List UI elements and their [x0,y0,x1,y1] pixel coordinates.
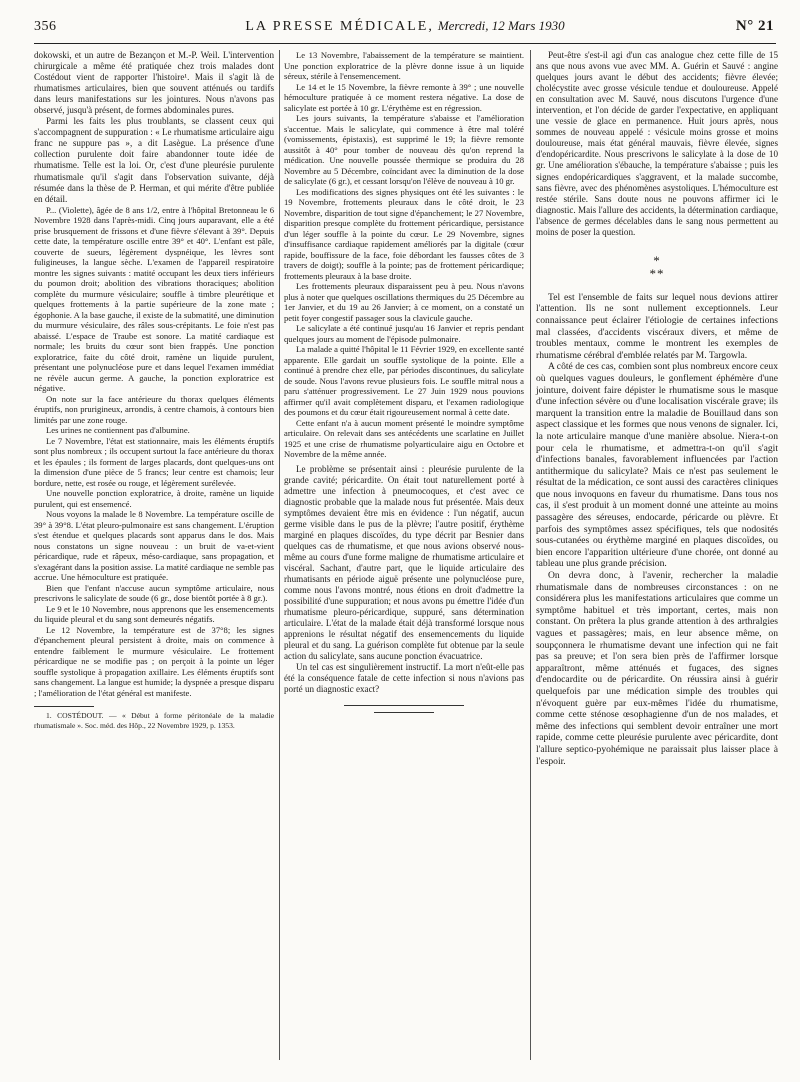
running-title [34,18,776,35]
issue-date: Mercredi, 12 Mars 1930 [437,18,565,33]
case-report-paragraph: Bien que l'enfant n'accuse aucun symptôme articulaire, nous prescrivons le salicylate de soude (6 gr., dose bientôt portée à 8 gr.). [34,582,274,604]
case-report-paragraph: Le 9 et le 10 Novembre, nous apprenons que les ensemencements du liquide pleural et du sang sont demeurés négatifs. [34,603,274,625]
asterism: * ** [649,252,665,281]
case-report-paragraph: Une nouvelle ponction exploratrice, à droite, ramène un liquide purulent, qui est ensemencé. [34,488,274,509]
paragraph: Parmi les faits les plus troublants, se classent ceux qui s'accompagnent de suppuration : « Le rhumatisme articulaire aigu franc ne suppure pas », a dit Lasègue. La présence d'une collection purulente doit faire abandonner toute idée de rhumatisme. Telle est la loi. Or, c'est d'une pleurésie purulente rhumatismale qu'il s'agit dans l'observation suivante, déjà résumée dans la thèse de P. Herman, et qui mérite d'être publiée en détail. [34,116,274,204]
column-3 [536,50,778,1070]
case-report-paragraph: Nous voyons la malade le 8 Novembre. La température oscille de 39° à 39°8. L'état pleuro-pulmonaire est sans changement. L'éruption s'est étendue et quelques placards sont apparus dans le dos. Mais nous constatons un signe nouveau : un bruit de va-et-vient péricardique, rude et râpeux, méso-cardiaque, sans propagation, et s'exagérant dans la position assise. La matité cardiaque ne semble pas accrue. Une hémoculture est pratiquée. [34,509,274,583]
footnote: 1. COSTÉDOUT. — « Début à forme péritonéale de la maladie rhumatismale ». Soc. méd. des Hôp., 22 Novembre 1929, p. 1353. [34,711,274,730]
column-divider-left [279,50,280,1060]
case-report-paragraph: Le 12 Novembre, la température est de 37°8; les signes d'épanchement pleural persistent à droite, mais on commence à entendre faiblement le murmure vésiculaire. Le frottement péricardique ne se modifie pas ; on perçoit à la pointe un léger souffle systolique à propagation axillaire. Les éléments éruptifs sont sans changement. La langue est humide; la dyspnée a presque disparu ; l'amélioration de l'état général est manifeste. [34,624,274,698]
paragraph: A côté de ces cas, combien sont plus nombreux encore ceux où quelques vagues douleurs, le gonflement éphémère d'une jointure, doivent faire dépister le rhumatisme sous le masque d'une infection sévère ou d'une localisation viscérale grave; ils marquent la transition entre la maladie de Bouillaud dans son aspect classique et les formes que nous venons de signaler. Ici, la note articulaire manque d'une manière absolue. Niera-t-on pour cela le rhumatisme, et admettra-t-on qu'il s'agit d'infections banales, favorablement influencées par l'action antithermique du salicylate? Mais ce n'est pas seulement le résultat de la médication, ce sont aussi des caractères cliniques que nous invoquons en faveur du rhumatisme. Dans tous nos cas, il s'est produit à un moment donné une atteinte au moins passagère des séreuses, endocarde, péricarde ou plèvre. Et parfois des symptômes assez spécifiques, tels que nodosités sous-cutanées ou érythème marginé en plaques discoïdes, ou bien encore l'apparition ultérieure d'une chorée, ont donné au tableau une plus grande précision. [536,361,778,570]
case-report-paragraph: Le salicylate a été continué jusqu'au 16 Janvier et repris pendant quelques jours au moment de l'épisode pulmonaire. [284,323,524,344]
case-report-paragraph: Le 13 Novembre, l'abaissement de la température se maintient. Une ponction exploratrice de la plèvre donne issue à un liquide séreux, stérile à l'ensemencement. [284,50,524,81]
case-report-paragraph: Le 7 Novembre, l'état est stationnaire, mais les éléments éruptifs sont plus nombreux ; ils occupent surtout la face antérieure du thorax et les épaules ; ils forment de larges placards, dont quelques-uns ont la dimension d'une pièce de 5 francs; leur centre est chamois; leur bordure, nette, est rosée ou rouge, et légèrement surélevée. [34,435,274,488]
column-divider-right [530,50,531,1060]
paragraph: On devra donc, à l'avenir, rechercher la maladie rhumatismale dans de nombreuses circonstances : on ne considérera plus les manifestations articulaires que comme un symptôme habituel et très important, certes, mais non constant. On prêtera la plus grande attention à des arthralgies vagues et passagères; mais, en leur absence même, on soupçonnera le rhumatisme devant une infection qui ne fait pas sa preuve; et l'on sera bien près de l'affirmer lorsque apparaîtront, même atténués et fugaces, des signes d'endocardite ou de péricardite. On réussira ainsi à guérir quelquefois par une médication simple des troubles qui n'évoquent guère par eux-mêmes l'idée du rhumatisme, comme cette sténose œsophagienne d'un de nos malades, et même des infections qui semblent devoir entraîner une mort rapide, comme cette pleurésie purulente avec péricardite, dont l'allure septico-pyohémique ne paraissait plus laisser place à l'espoir. [536,570,778,767]
case-report-paragraph: Les urines ne contiennent pas d'albumine. [46,425,190,436]
paragraph: dokowski, et un autre de Bezançon et M.-P. Weil. L'intervention chirurgicale a même été pratiquée chez trois malades dont Costédout vient de rapporter l'histoire¹. Mais il s'agit là de rhumatismes articulaires, bien que souvent atténués ou tardifs dans leurs manifestations sur les jointures. Nous n'avons pas observé, jusqu'à présent, de formes abdominales pures. [34,50,274,116]
case-report-paragraph: Cette enfant n'a à aucun moment présenté le moindre symptôme articulaire. On relevait dans ses antécédents une scarlatine en Juillet 1925 et une crise de rhumatisme polyarticulaire aigu en Octobre et Novembre de la même année. [284,417,524,459]
case-report-paragraph: Les frottements pleuraux disparaissent peu à peu. Nous n'avons plus à noter que quelques oscillations thermiques du 25 Décembre au 1er Janvier, et du 19 au 26 Janvier; à ce moment, on a constaté un petit foyer congestif passager sous la clavicule gauche. [284,281,524,323]
page-number: 356 [34,19,57,34]
paragraph: Un tel cas est singulièrement instructif. La mort n'eût-elle pas été la conséquence fatale de cette infection si nous n'avions pas porté un diagnostic exact? [284,662,524,695]
column-1 [34,50,274,1070]
footnote-rule [34,706,94,707]
case-report-paragraph: P... (Violette), âgée de 8 ans 1/2, entre à l'hôpital Bretonneau le 6 Novembre 1928 dans l'après-midi. Cinq jours auparavant, elle a été prise brusquement de frissons et d'une fièvre s'élevant à 39°. Depuis cette date, la température oscille entre 39° et 40°. L'enfant est pâle, couverte de sueurs, légèrement dyspnéique, les lèvres sont fuligineuses, la langue sèche. L'examen de l'appareil respiratoire montre les signes suivants : matité occupant les deux tiers inférieurs du poumon droit; abolition des vibrations thoraciques; abolition complète du murmure vésiculaire; souffle à timbre pleurétique et quelques frottements à la partie supérieure de la zone mate ; égophonie. A la base gauche, il existe de la submatité, une diminution du murmure vésiculaire, des râles sous-crépitants. Le foie n'est pas abaissé. L'espace de Traube est sonore. La matité cardiaque est normale; les bruits du cœur sont bien frappés. Une ponction exploratrice, faite du côté droit, ramène un liquide purulent, présentant une polynucléose pure et dans lequel l'examen immédiat ne révèle aucun germe. A gauche, la ponction exploratrice est négative. [34,204,274,394]
case-report-paragraph: Les jours suivants, la température s'abaisse et l'amélioration s'accentue. Mais le salicylate, qui commence à être mal toléré (vomissements, épistaxis), est supprimé le 19; la fièvre remonte aussitôt à 40° pour tomber de nouveau dès qu'on reprend la médication. Une nouvelle poussée thermique se produira du 28 Novembre au 5 Décembre, coïncidant avec la diminution de la dose de salicylate (6 gr.), et cessant lorsqu'on l'élève de nouveau à 10 gr. [284,113,524,186]
paragraph: Tel est l'ensemble de faits sur lequel nous devions attirer l'attention. Ils ne sont nullement exceptionnels. Leur connaissance peut éclairer l'étiologie de certaines infections mal classées, d'accidents viscéraux divers, et même de troubles mentaux, comme le montrent les exemples de rhumatisme cérébral d'emblée relatés par M. Targowla. [536,291,778,361]
page-header [34,15,776,44]
paragraph: Peut-être s'est-il agi d'un cas analogue chez cette fille de 15 ans que nous avons vue avec MM. A. Guérin et Sauvé : angine quelques jours avant le début des accidents; fièvre élevée; cholécystite avec grosse vésicule tendue et douloureuse. Appelé en consultation avec M. Sauvé, nous discutons l'urgence d'une intervention, et l'on décide de garder l'expectative, en appliquant une vessie de glace en permanence. Huit jours après, nous sommes de nouveau appelé : vésicule moins grosse et moins douloureuse, mais état général mauvais, fièvre élevée, signes d'endopéricardite. Nous prescrivons le salicylate à la dose de 10 gr. Une amélioration s'ébauche, la température s'abaisse ; puis les signes endopéricardiques s'aggravent, et la malade succombe, sans fièvre, avec des phénomènes asystoliques. L'hémoculture est restée stérile. Sans doute nous ne pouvons affirmer ici le diagnostic. Mais l'allure des accidents, la détermination cardiaque, l'absence de germes décelables dans le sang nous permettent au moins de poser la question. [536,50,778,237]
issue-number: N° 21 [735,18,774,34]
case-report-paragraph: Les modifications des signes physiques ont été les suivantes : le 19 Novembre, frottements pleuraux dans le côté droit, le 23 Novembre, disparition de tout signe d'épanchement; le 27 Novembre, disparition presque complète du frottement péricardique, persistance d'un léger souffle à la pointe du cœur. Le 29 Novembre, signes d'insuffisance cardiaque rapidement améliorés par la digitale (cœur rapide, bouffissure de la face, foie débordant les fausses côtes de 3 travers de doigt); souffle à la pointe; pas de frottement péricardique; frottements pleuraux à la base droite. [284,186,524,281]
case-report-paragraph: La malade a quitté l'hôpital le 11 Février 1929, en excellente santé apparente. Elle gardait un souffle systolique de la pointe. Elle a continué à prendre chez elle, par périodes discontinues, du salicylate de soude. Nous l'avons revue plusieurs fois. Le souffle mitral nous a paru s'atténuer progressivement. Le 27 Juin 1929 nous pouvions affirmer qu'il avait complètement disparu, et l'examen radiologique des poumons et du cœur était rigoureusement normal à cette date. [284,344,524,417]
case-report-paragraph: On note sur la face antérieure du thorax quelques éléments éruptifs, non prurigineux, arrondis, à centre chamois, à contours bien limités par une zone rouge. [34,393,274,425]
journal-title: LA PRESSE MÉDICALE, [245,19,434,34]
section-end-rule [344,705,464,706]
column-2 [284,50,524,1070]
case-report-paragraph: Le 14 et le 15 Novembre, la fièvre remonte à 39° ; une nouvelle hémoculture pratiquée à ce moment restera négative. La dose de salicylate est portée à 10 gr. L'érythème est en régression. [284,81,524,113]
paragraph: Le problème se présentait ainsi : pleurésie purulente de la grande cavité; péricardite. On était tout naturellement porté à admettre une infection à pneumocoques, et c'est avec ce diagnostic probable que la malade nous fut présentée. Mais deux symptômes devaient être mis en évidence : l'un négatif, aucun germe visible dans le pus de la plèvre; l'autre positif, érythème marginé en plaques discoïdes, du type décrit par Besnier dans quelques cas de rhumatisme, et que nous avions observé nous-même au cours d'une forme maligne de rhumatisme articulaire et viscéral. Sachant, d'autre part, que le liquide articulaire des rhumatisants en période aiguë présente une polynucléose pure, comme nous l'avons montré, nous étions en droit d'admettre la possibilité d'une suppuration; et nous avons pu émettre l'idée d'un rhumatisme pleuro-péricardique, suppuré, sans détermination articulaire. L'état de la malade était déjà transformé lorsque nous apprenions le résultat négatif des ensemencements du liquide pleural et du sang. La guérison complète fut obtenue par la seule action du salicylate, sans aucune ponction évacuatrice. [284,463,524,662]
section-end-rule-short [374,712,434,713]
